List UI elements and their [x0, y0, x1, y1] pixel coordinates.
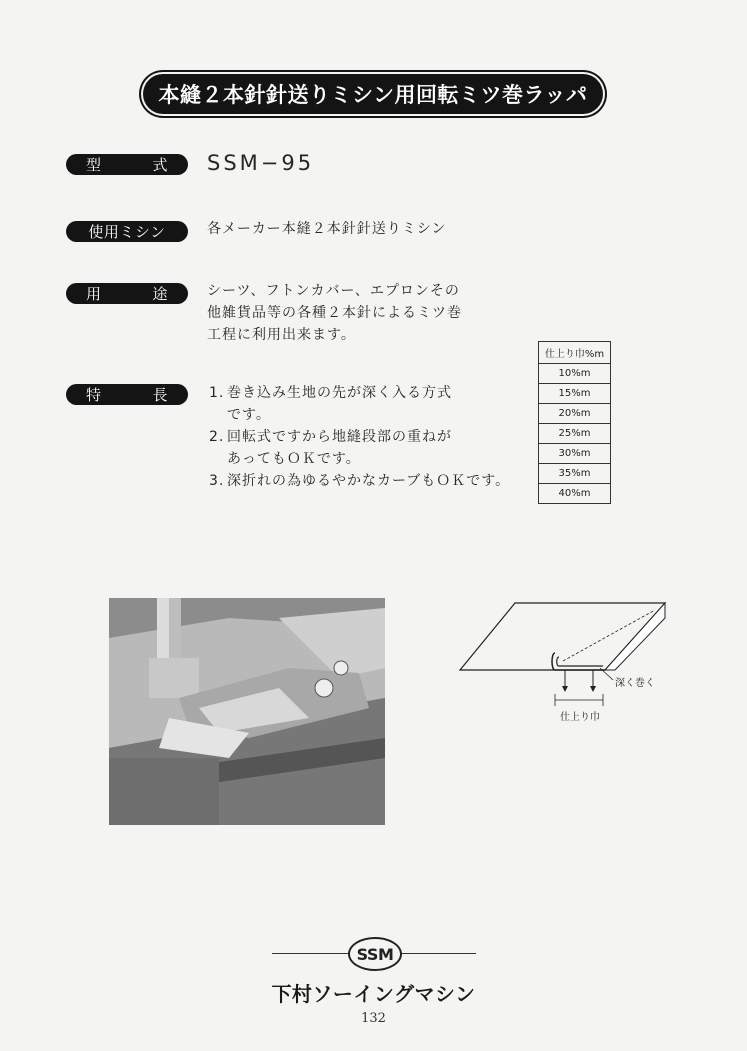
company-logo: SSM: [348, 937, 402, 971]
feature-number: 1.: [209, 385, 225, 401]
model-value: SSM−95: [207, 151, 315, 175]
usage-line: シーツ、フトンカバー、エプロンその: [207, 283, 460, 299]
features-label: [66, 384, 188, 405]
page-number: 132: [361, 1011, 386, 1026]
features-label-char-1: 特: [86, 386, 102, 404]
model-label: [66, 154, 188, 175]
feature-line: 回転式ですから地縫段部の重ねが: [227, 429, 452, 445]
product-photo: [109, 598, 385, 825]
usage-label-char-1: 用: [86, 285, 102, 303]
feature-line: 巻き込み生地の先が深く入る方式: [227, 385, 452, 401]
footer-rule-left: [272, 953, 348, 954]
fold-diagram-drawing: [455, 588, 675, 728]
usage-text: [207, 280, 462, 346]
feature-line: 深折れの為ゆるやかなカーブもＯＫです。: [227, 473, 511, 489]
fold-diagram: [455, 588, 675, 728]
table-cell: 10%m: [539, 364, 611, 384]
table-cell: 20%m: [539, 404, 611, 424]
machine-label: 使用ミシン: [66, 221, 188, 242]
table-cell: 25%m: [539, 424, 611, 444]
machine-value: 各メーカー本縫２本針針送りミシン: [207, 221, 447, 237]
feature-line: です。: [227, 407, 271, 423]
usage-label: [66, 283, 188, 304]
company-name: 下村ソーイングマシン: [271, 982, 476, 1006]
feature-item: [209, 426, 510, 470]
diagram-label-width: 仕上り巾: [560, 712, 600, 723]
diagram-label-deep: 深く巻く: [615, 678, 655, 689]
usage-line: 工程に利用出来ます。: [207, 327, 356, 343]
feature-item: [209, 470, 510, 492]
model-label-char-1: 型: [86, 156, 102, 174]
table-cell: 30%m: [539, 444, 611, 464]
feature-number: 3.: [209, 473, 225, 489]
page-title: 本縫２本針針送りミシン用回転ミツ巻ラッパ: [143, 74, 603, 114]
usage-line: 他雑貨品等の各種２本針によるミツ巻: [207, 305, 462, 321]
table-cell: 15%m: [539, 384, 611, 404]
usage-label-char-2: 途: [152, 285, 168, 303]
feature-line: あってもＯＫです。: [227, 451, 361, 467]
table-header: 仕上り巾%m: [539, 342, 611, 364]
feature-item: [209, 382, 510, 426]
features-label-char-2: 長: [152, 386, 168, 404]
product-photo-drawing: [109, 598, 385, 825]
feature-number: 2.: [209, 429, 225, 445]
model-label-char-2: 式: [152, 156, 168, 174]
finished-width-table: [538, 341, 611, 504]
table-cell: 35%m: [539, 464, 611, 484]
features-list: [209, 382, 510, 492]
table-cell: 40%m: [539, 484, 611, 504]
footer-rule-right: [402, 953, 476, 954]
